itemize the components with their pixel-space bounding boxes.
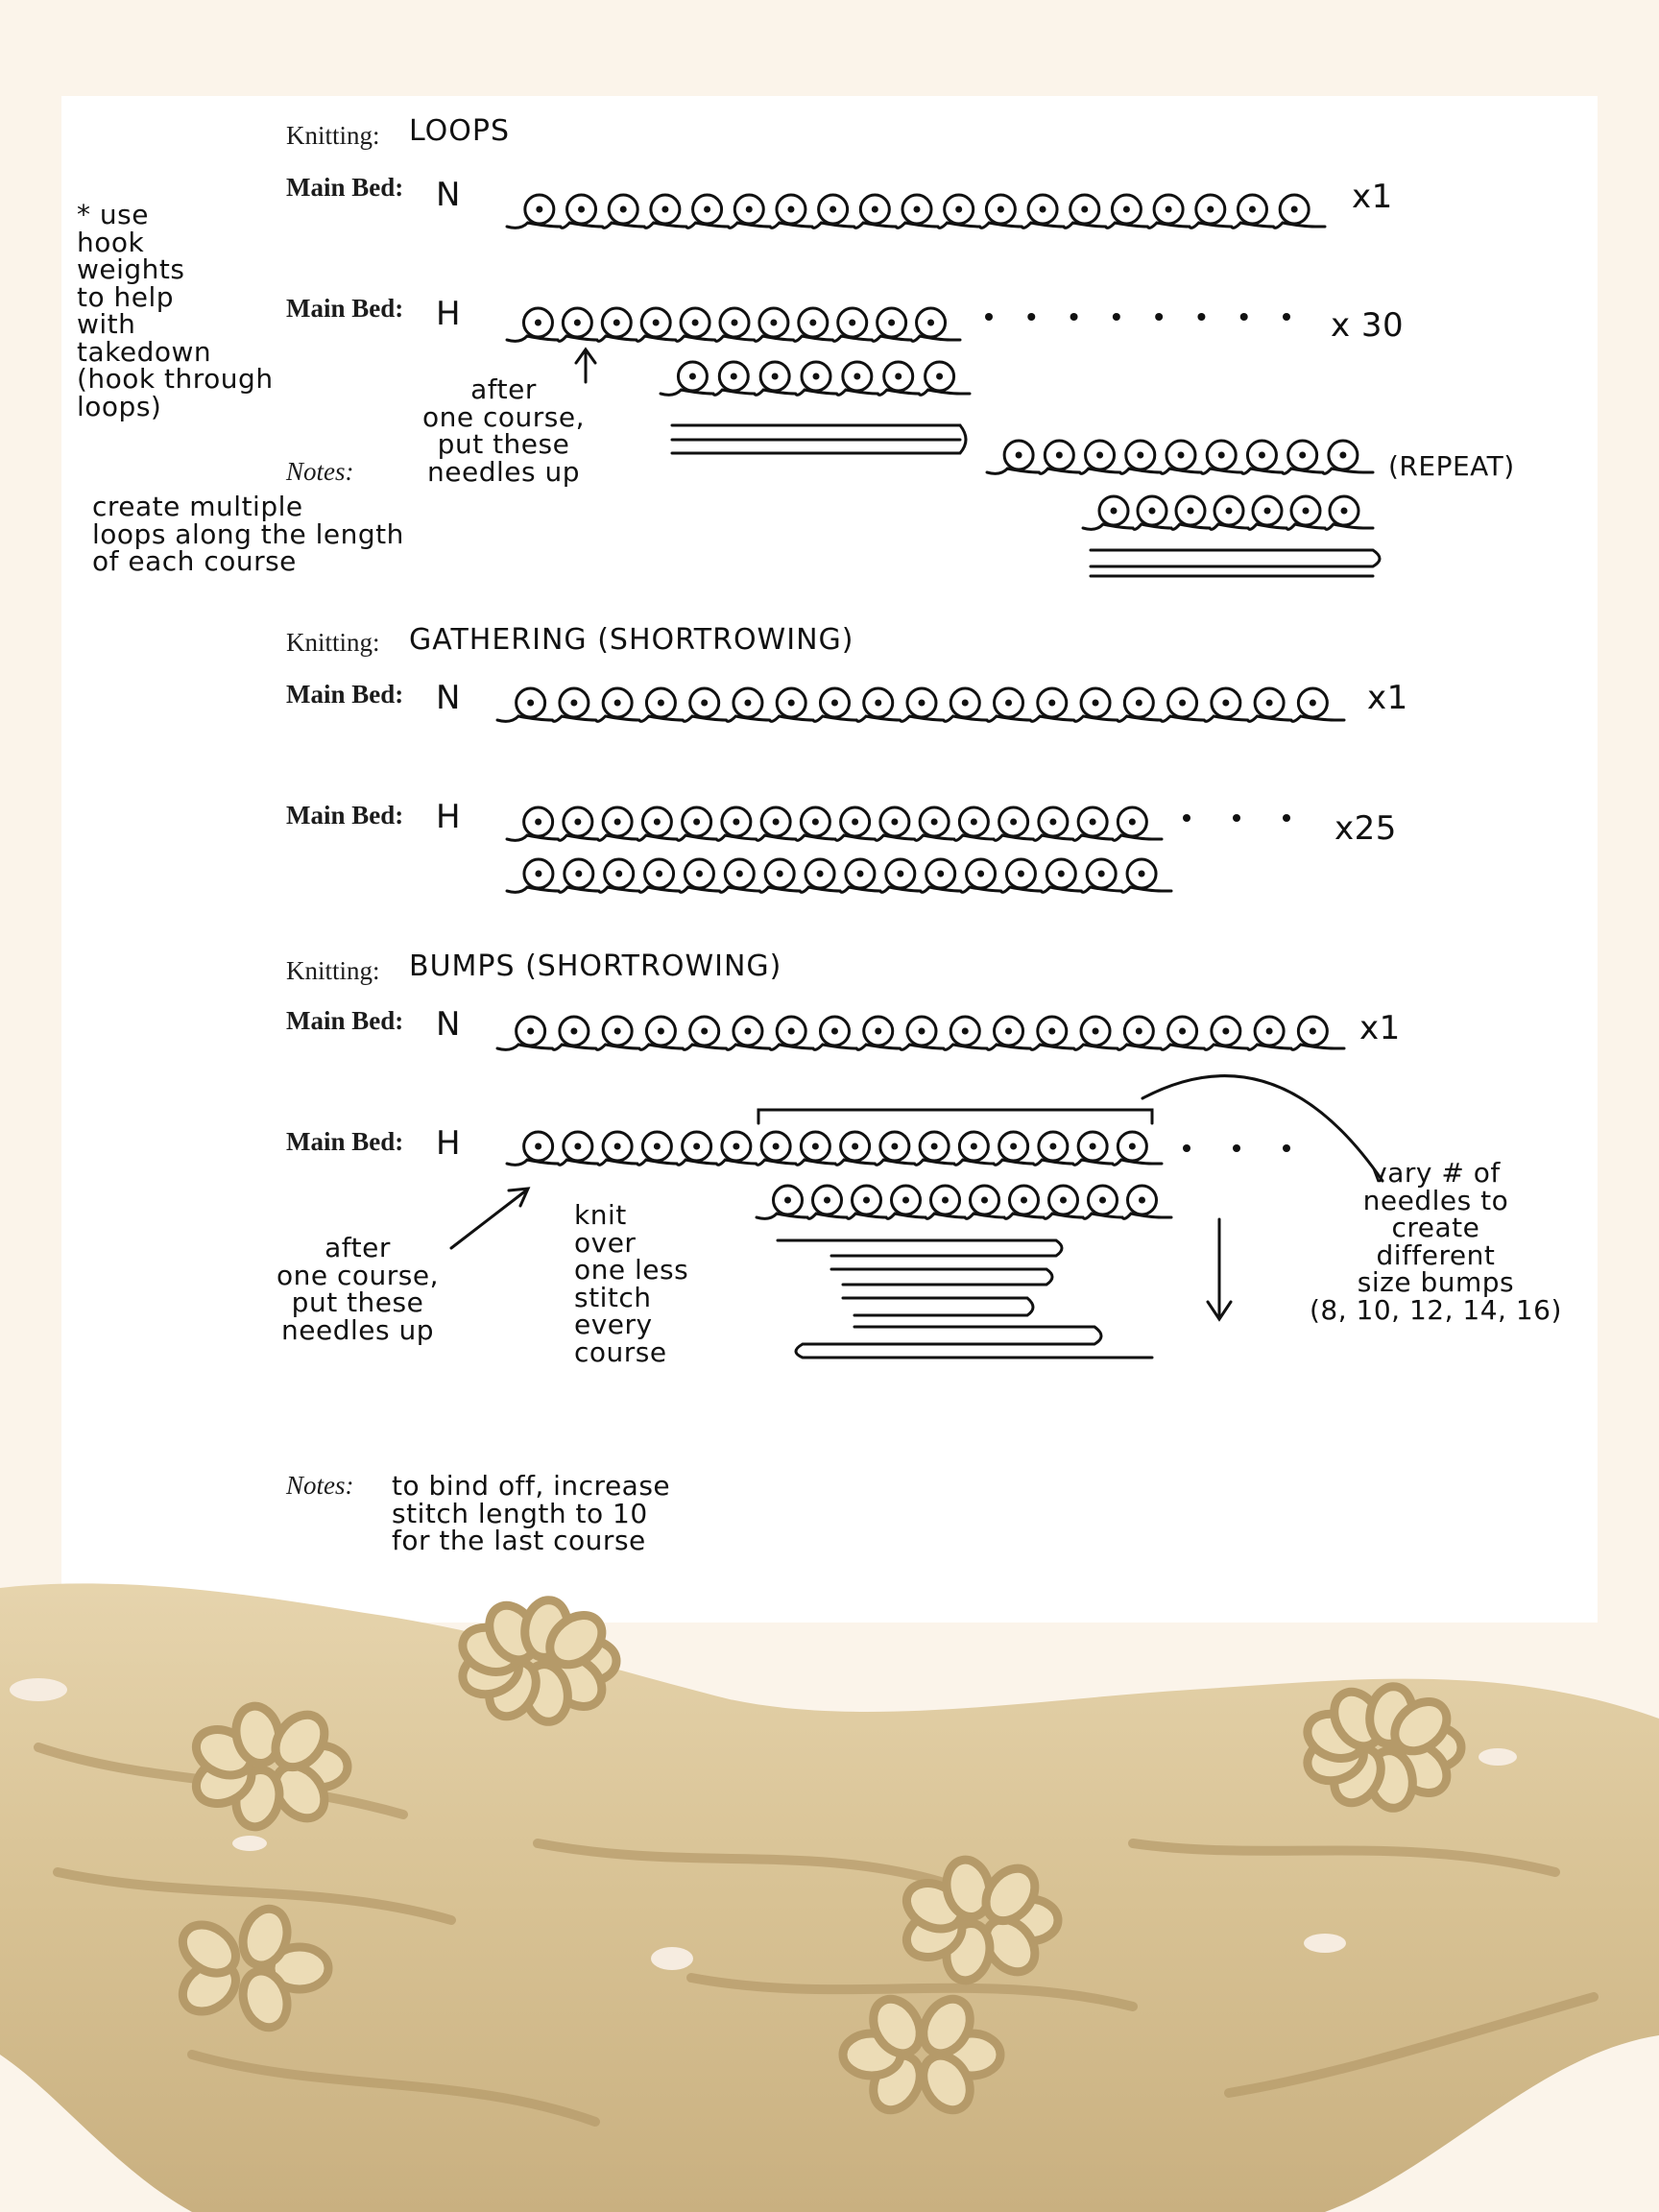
needle-dot [1090, 819, 1096, 826]
needle-dot [1339, 452, 1346, 459]
loop-row-gathering-h2 [507, 859, 1171, 892]
needle-dot [693, 1143, 700, 1150]
needle-dot [1123, 206, 1130, 213]
loops-bed-h-code: H [436, 295, 462, 333]
needle-dot [1218, 452, 1225, 459]
needle-dot [1136, 1028, 1142, 1035]
needle-dot [1021, 1197, 1027, 1204]
needle-dot [570, 700, 577, 707]
bumps-needle-note: after one course, put these needles up [276, 1232, 440, 1346]
bumps-bed-h-code: H [436, 1124, 462, 1163]
loops-repeat-note: (REPEAT) [1388, 450, 1515, 482]
needle-dot [1018, 871, 1024, 878]
needle-dot [777, 871, 783, 878]
needle-dot [1129, 1143, 1136, 1150]
needle-dot [696, 871, 703, 878]
needle-dot [1266, 700, 1273, 707]
dot-leader-loops [985, 313, 1290, 321]
needle-dot [1005, 700, 1012, 707]
loop-row-loops-n [507, 195, 1325, 228]
yarn-float-lines-loops-1 [672, 425, 966, 453]
needle-dot [1010, 1143, 1017, 1150]
needle-dot [614, 700, 621, 707]
leader-dot [1027, 313, 1035, 321]
leader-dot [1233, 1144, 1240, 1152]
leader-dot [1233, 814, 1240, 822]
loop-row-gathering-h1 [507, 807, 1162, 840]
needle-dot [701, 700, 708, 707]
bumps-bed-n-label: Main Bed: [286, 1006, 404, 1035]
needle-dot [614, 819, 621, 826]
needle-dot [788, 700, 795, 707]
knit-sample-photo [0, 1555, 1659, 2212]
needle-dot [527, 1028, 534, 1035]
needle-dot [863, 1197, 870, 1204]
gathering-bed-h-code: H [436, 798, 462, 836]
needle-dot [1179, 1028, 1186, 1035]
needle-dot [620, 206, 627, 213]
needle-dot [535, 819, 541, 826]
needle-dot [1049, 1143, 1056, 1150]
needle-dot [733, 819, 739, 826]
loops-weights-note: * use hook weights to help with takedown (hook through loops) [77, 199, 274, 422]
footer-notes-text: to bind off, increase stitch length to 10 for the last course [392, 1470, 671, 1557]
needle-dot [971, 1143, 977, 1150]
needle-dot [1005, 1028, 1012, 1035]
needle-dot [1341, 508, 1348, 515]
needle-dot [849, 320, 855, 326]
needle-dot [891, 819, 898, 826]
needle-dot [831, 1028, 838, 1035]
leader-dot [1283, 1144, 1290, 1152]
needle-dot [1136, 700, 1142, 707]
gathering-bed-n-repeat: x1 [1367, 679, 1408, 717]
fabric-body [0, 1583, 1659, 2212]
needle-dot [955, 206, 962, 213]
needle-dot [1111, 508, 1118, 515]
needle-dot [1058, 871, 1065, 878]
needle-dot [733, 1143, 739, 1150]
shortrow-stack [778, 1240, 1152, 1358]
needle-dot [772, 373, 779, 380]
needle-dot [919, 1028, 926, 1035]
needle-dot [830, 206, 836, 213]
needle-dot [937, 871, 944, 878]
needle-dot [914, 206, 921, 213]
yarn-float-lines-loops-2 [1091, 550, 1380, 576]
needle-dot [1056, 452, 1063, 459]
loop-row-loops-h4 [1083, 496, 1373, 529]
needle-dot [535, 1143, 541, 1150]
needle-dot [1048, 700, 1055, 707]
needle-dot [1093, 1028, 1099, 1035]
needle-dot [1096, 452, 1103, 459]
needle-dot [981, 1197, 988, 1204]
needle-dot [852, 819, 858, 826]
needle-dot [927, 320, 934, 326]
bracket-line [758, 1110, 1152, 1123]
needle-dot [1207, 206, 1214, 213]
needle-dot [570, 1028, 577, 1035]
leader-dot [1283, 814, 1290, 822]
needle-dot [891, 1143, 898, 1150]
gathering-bed-n-label: Main Bed: [286, 680, 404, 709]
needle-dot [744, 700, 751, 707]
gathering-bed-h-label: Main Bed: [286, 801, 404, 830]
loop-row-loops-h2 [661, 362, 970, 395]
loops-needle-note: after one course, put these needles up [422, 373, 586, 488]
needle-dot [875, 700, 881, 707]
needle-dot [1048, 1028, 1055, 1035]
gathering-technique: GATHERING (SHORTROWING) [409, 623, 854, 657]
loops-notes-label: Notes: [286, 457, 354, 486]
bumps-bed-n-repeat: x1 [1359, 1009, 1401, 1047]
leader-dot [1155, 313, 1163, 321]
needle-dot [615, 871, 622, 878]
needle-dot [654, 819, 661, 826]
needle-dot [784, 1197, 791, 1204]
needle-dot [654, 1143, 661, 1150]
needle-dot [732, 320, 738, 326]
loop-row-bumps-h1 [507, 1132, 1162, 1165]
needle-dot [1149, 508, 1156, 515]
needle-dot [736, 871, 743, 878]
loops-bed-n-repeat: x1 [1352, 178, 1393, 216]
needle-dot [1226, 508, 1233, 515]
needle-dot [656, 871, 662, 878]
needle-dot [574, 320, 581, 326]
needle-dot [1310, 700, 1316, 707]
needle-dot [1291, 206, 1298, 213]
needle-dot [1099, 1197, 1106, 1204]
pointer-curve [1142, 1076, 1382, 1181]
needle-dot [574, 1143, 581, 1150]
loops-bed-h-label: Main Bed: [286, 294, 404, 323]
dot-leader-bumps [1183, 1144, 1290, 1152]
needle-dot [1010, 819, 1017, 826]
needle-dot [788, 1028, 795, 1035]
leader-dot [1183, 814, 1190, 822]
loops-knitting-label: Knitting: [286, 121, 380, 150]
needle-dot [936, 373, 943, 380]
bumps-bed-n-code: N [436, 1005, 461, 1044]
needle-dot [962, 1028, 969, 1035]
needle-dot [1137, 452, 1143, 459]
needle-dot [1310, 1028, 1316, 1035]
dot-leader-gathering [1183, 814, 1290, 822]
gathering-knitting-label: Knitting: [286, 628, 380, 657]
needle-dot [812, 1143, 819, 1150]
loops-bed-n-label: Main Bed: [286, 173, 404, 202]
needle-dot [897, 871, 903, 878]
needle-dot [578, 206, 585, 213]
needle-dot [535, 871, 541, 878]
needle-dot [888, 320, 895, 326]
bumps-knitting-label: Knitting: [286, 956, 380, 985]
needle-dot [1049, 819, 1056, 826]
bumps-knit-note: knit over one less stitch every course [574, 1199, 689, 1368]
needle-dot [770, 320, 777, 326]
needle-dot [1266, 1028, 1273, 1035]
needle-dot [854, 373, 860, 380]
needle-dot [1222, 700, 1229, 707]
loop-row-gathering-n [497, 688, 1344, 721]
needle-dot [1166, 206, 1172, 213]
bumps-technique: BUMPS (SHORTROWING) [409, 950, 782, 983]
arrow-up-icon [576, 349, 595, 382]
needle-dot [1188, 508, 1194, 515]
needle-dot [614, 1143, 621, 1150]
needle-dot [661, 206, 668, 213]
loops-bed-n-code: N [436, 176, 461, 214]
needle-dot [942, 1197, 949, 1204]
loops-notes-text: create multiple loops along the length of each course [92, 491, 404, 578]
needle-dot [931, 819, 938, 826]
needle-dot [856, 871, 863, 878]
leader-dot [1197, 313, 1205, 321]
needle-dot [1249, 206, 1256, 213]
arrow-diagonal-icon [451, 1189, 528, 1248]
needle-dot [574, 819, 581, 826]
needle-dot [812, 819, 819, 826]
needle-dot [575, 871, 582, 878]
loops-bed-h-repeat: x 30 [1331, 306, 1405, 345]
loops-technique: LOOPS [409, 114, 511, 148]
needle-dot [692, 320, 699, 326]
loop-row-bumps-h2 [757, 1186, 1171, 1218]
leader-dot [1113, 313, 1120, 321]
needle-dot [614, 1028, 621, 1035]
loop-row-bumps-n [497, 1017, 1344, 1049]
leader-dot [1070, 313, 1078, 321]
needle-dot [1093, 700, 1099, 707]
needle-dot [962, 700, 969, 707]
needle-dot [658, 1028, 664, 1035]
leader-dot [985, 313, 993, 321]
needle-dot [998, 206, 1004, 213]
footer-notes-label: Notes: [286, 1471, 354, 1500]
needle-dot [931, 1143, 938, 1150]
needle-dot [701, 1028, 708, 1035]
needle-dot [704, 206, 710, 213]
needle-dot [1016, 452, 1022, 459]
bumps-bed-h-label: Main Bed: [286, 1127, 404, 1156]
needle-dot [1081, 206, 1088, 213]
loop-row-loops-h1 [507, 308, 960, 341]
needle-dot [831, 700, 838, 707]
needle-dot [971, 819, 977, 826]
needle-dot [744, 1028, 751, 1035]
needle-dot [658, 700, 664, 707]
needle-dot [1178, 452, 1185, 459]
needle-dot [875, 1028, 881, 1035]
needle-dot [809, 320, 816, 326]
needle-dot [1299, 452, 1306, 459]
needle-dot [1129, 819, 1136, 826]
needle-dot [693, 819, 700, 826]
needle-dot [977, 871, 984, 878]
needle-dot [773, 1143, 780, 1150]
needle-dot [1264, 508, 1271, 515]
needle-dot [731, 373, 737, 380]
needle-dot [1179, 700, 1186, 707]
needle-dot [535, 320, 541, 326]
needle-dot [824, 1197, 830, 1204]
needle-dot [813, 373, 820, 380]
needle-dot [527, 700, 534, 707]
needle-dot [787, 206, 794, 213]
needle-dot [1139, 871, 1145, 878]
needle-dot [1259, 452, 1265, 459]
needle-dot [902, 1197, 909, 1204]
loop-row-loops-h3 [987, 441, 1373, 473]
leader-dot [1283, 313, 1290, 321]
needle-dot [1090, 1143, 1096, 1150]
gathering-bed-n-code: N [436, 679, 461, 717]
needle-dot [1303, 508, 1310, 515]
needle-dot [536, 206, 542, 213]
needle-dot [817, 871, 824, 878]
needle-dot [1139, 1197, 1145, 1204]
arrow-down-icon [1208, 1219, 1231, 1319]
needle-dot [1098, 871, 1105, 878]
needle-dot [613, 320, 620, 326]
needle-dot [746, 206, 753, 213]
needle-dot [1060, 1197, 1067, 1204]
gathering-bed-h-repeat: x25 [1334, 809, 1397, 848]
needle-dot [919, 700, 926, 707]
bumps-vary-note: vary # of needles to create different size bumps (8, 10, 12, 14, 16) [1310, 1157, 1562, 1326]
needle-dot [852, 1143, 858, 1150]
needle-dot [689, 373, 696, 380]
needle-dot [773, 819, 780, 826]
needle-dot [653, 320, 660, 326]
needle-dot [895, 373, 902, 380]
leader-dot [1240, 313, 1248, 321]
needle-dot [1222, 1028, 1229, 1035]
needle-dot [1040, 206, 1046, 213]
needle-dot [872, 206, 878, 213]
leader-dot [1183, 1144, 1190, 1152]
